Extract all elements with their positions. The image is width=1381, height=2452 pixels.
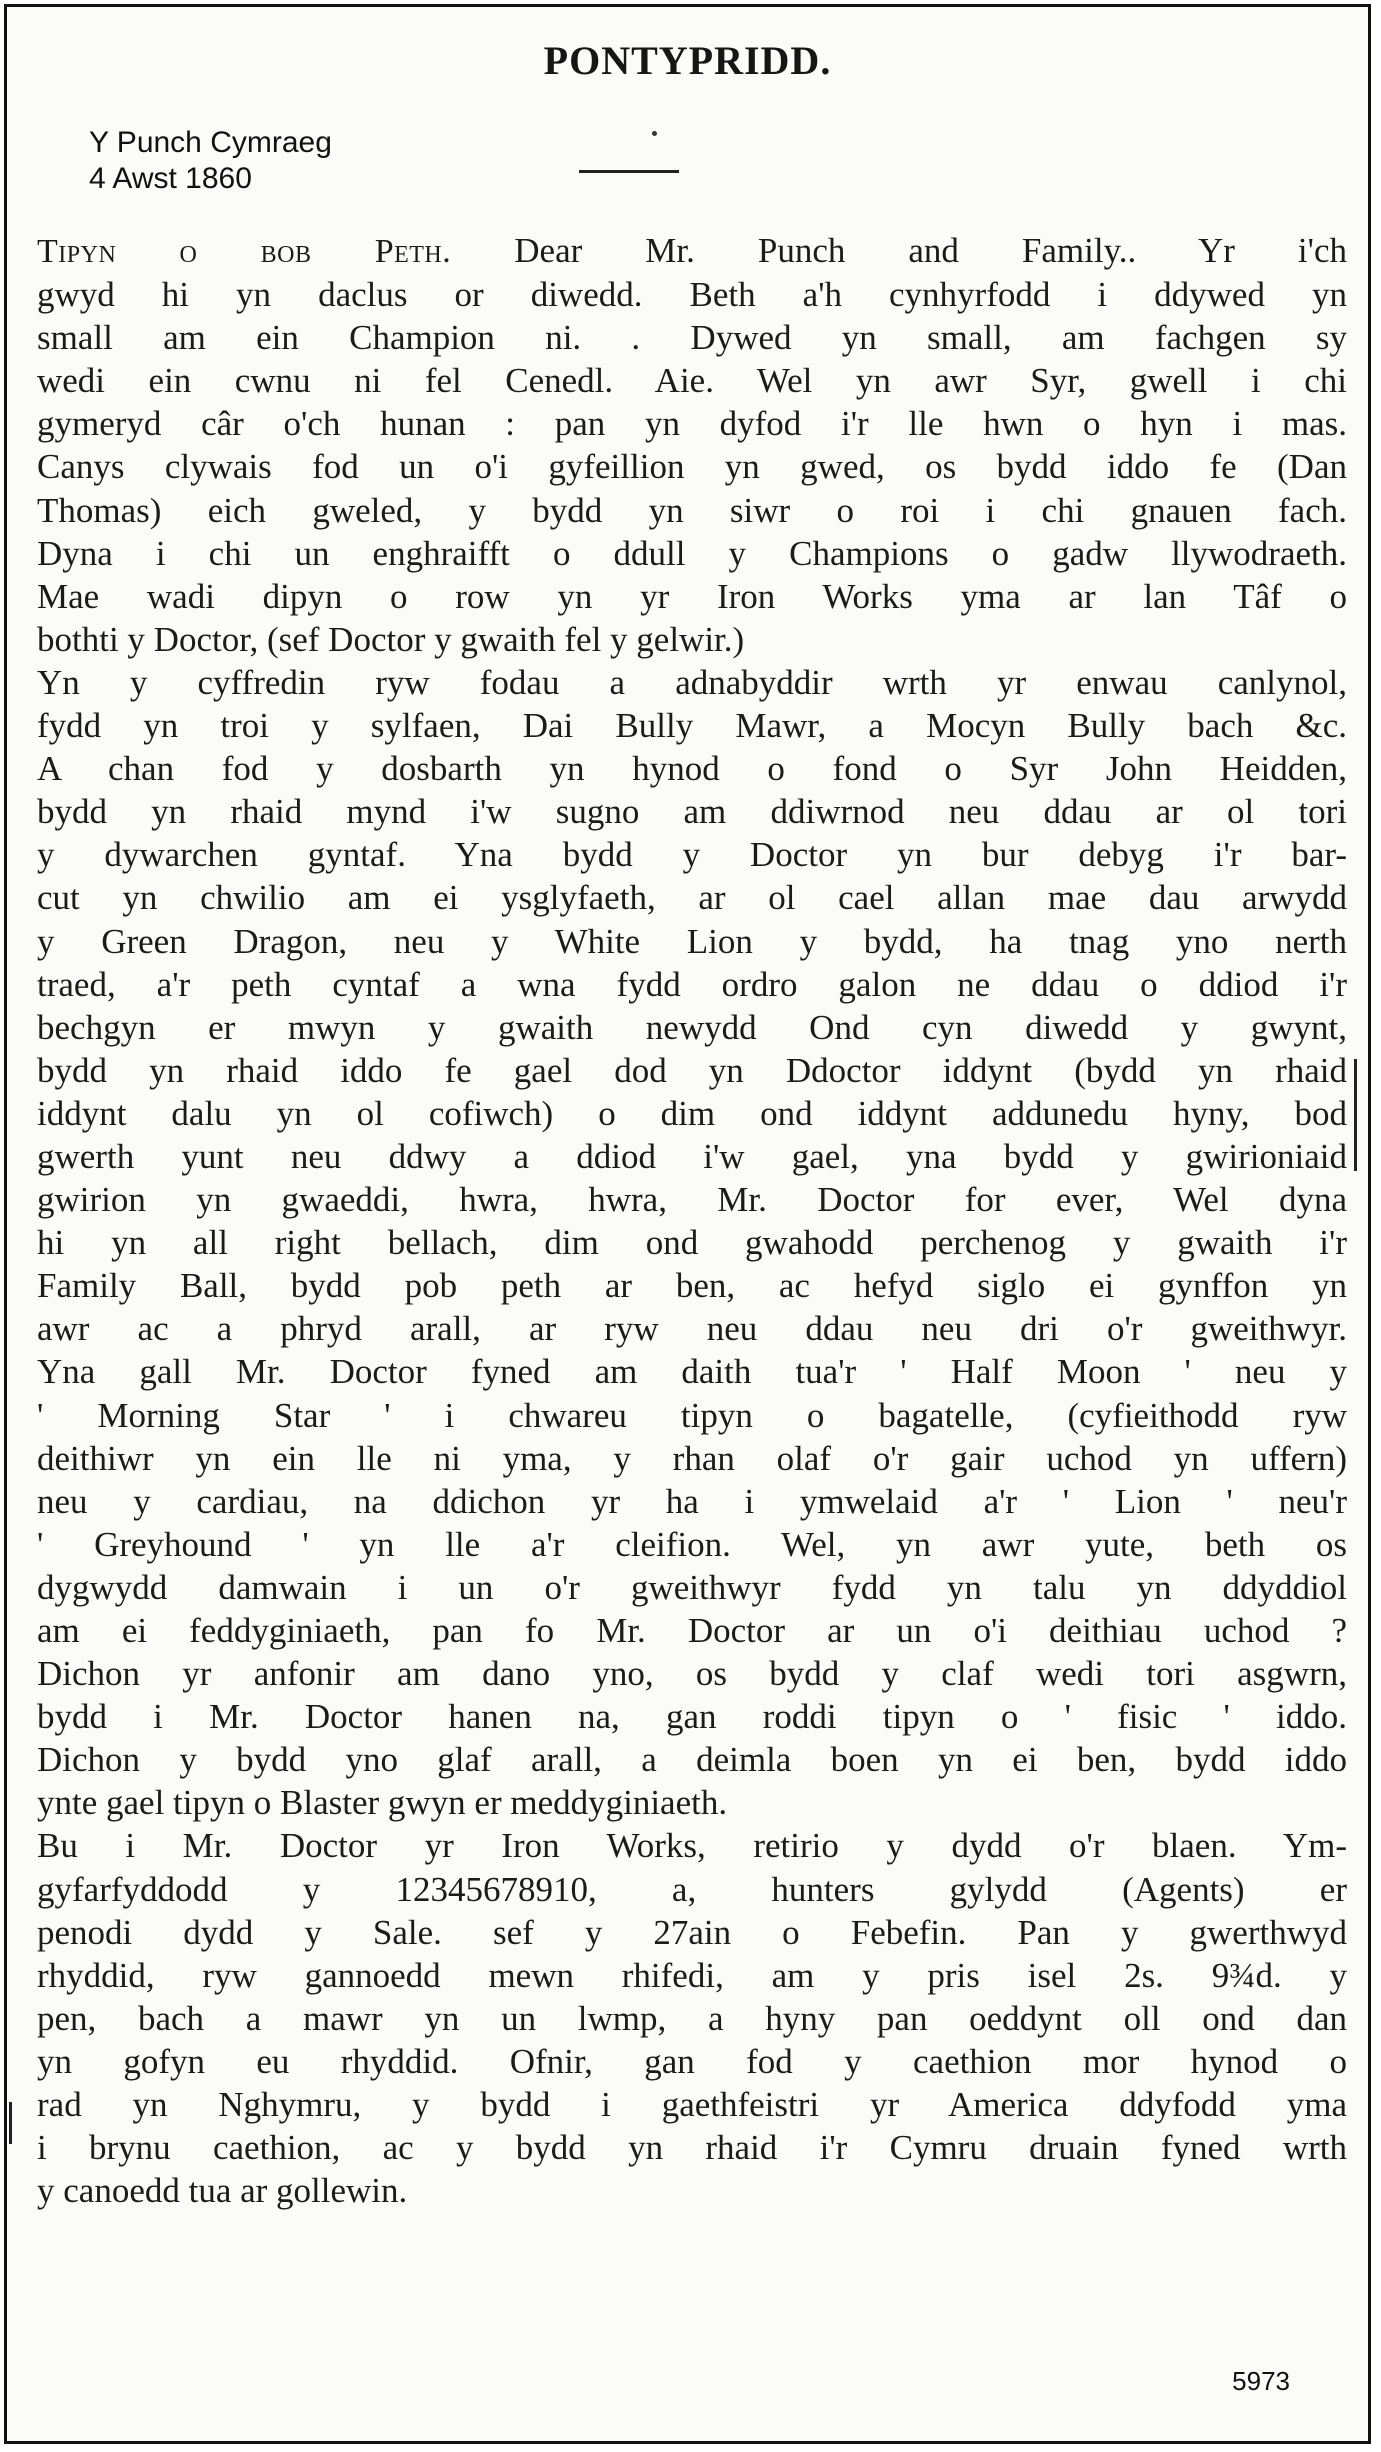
text-line bbox=[37, 1523, 1347, 1566]
publication-name: Y Punch Cymraeg bbox=[89, 126, 332, 159]
text-line-content: small am ein Champion ni. . Dywed yn small, am fachgen sy bbox=[37, 318, 1347, 358]
text-line-content: i brynu caethion, ac y bydd yn rhaid i'r Cymru druain fyned wrth bbox=[37, 2128, 1347, 2168]
text-line-content: iddynt dalu yn ol cofiwch) o dim ond iddynt addunedu hyny, bod bbox=[37, 1093, 1347, 1133]
text-line-content: gyfarfyddodd y 12345678910, a, hunters gylydd (Agents) er bbox=[37, 1869, 1347, 1909]
text-line-content: rhyddid, ryw gannoedd mewn rhifedi, am y pris isel 2s. 9¾d. y bbox=[37, 1955, 1347, 1995]
text-line-content: neu y cardiau, na ddichon yr ha i ymwelaid a'r ' Lion ' neu'r bbox=[37, 1481, 1347, 1521]
text-line-content: bydd yn rhaid mynd i'w sugno am ddiwrnod neu ddau ar ol tori bbox=[37, 792, 1347, 832]
text-line-content: gwyd hi yn daclus or diwedd. Beth a'h cynhyrfodd i ddywed yn bbox=[37, 275, 1347, 315]
text-line bbox=[37, 1092, 1347, 1135]
text-line bbox=[37, 1609, 1347, 1652]
text-line-content: gwirion yn gwaeddi, hwra, hwra, Mr. Doctor for ever, Wel dyna bbox=[37, 1180, 1347, 1220]
text-line-content: dygwydd damwain i un o'r gweithwyr fydd yn talu yn ddyddiol bbox=[37, 1567, 1347, 1607]
text-line bbox=[37, 1221, 1347, 1264]
text-line-content: penodi dydd y Sale. sef y 27ain o Febefin. Pan y gwerthwyd bbox=[37, 1912, 1347, 1952]
text-line-content: cut yn chwilio am ei ysglyfaeth, ar ol cael allan mae dau arwydd bbox=[37, 878, 1347, 918]
text-line-content: A chan fod y dosbarth yn hynod o fond o Syr John Heidden, bbox=[37, 749, 1347, 789]
text-line bbox=[37, 1954, 1347, 1997]
text-line bbox=[37, 229, 1347, 273]
newspaper-clipping bbox=[4, 4, 1371, 2444]
text-line bbox=[37, 1652, 1347, 1695]
text-line bbox=[37, 618, 1347, 661]
text-line bbox=[37, 920, 1347, 963]
text-line-content: Bu i Mr. Doctor yr Iron Works, retirio y dydd o'r blaen. Ym- bbox=[37, 1826, 1347, 1866]
text-line bbox=[37, 704, 1347, 747]
text-line-content: wedi ein cwnu ni fel Cenedl. Aie. Wel yn awr Syr, gwell i chi bbox=[37, 361, 1347, 401]
text-line-content: y canoedd tua ar gollewin. bbox=[37, 2171, 408, 2211]
text-line bbox=[37, 1350, 1347, 1393]
text-line-content: rad yn Nghymru, y bydd i gaethfeistri yr America ddyfodd yma bbox=[37, 2085, 1347, 2125]
text-line bbox=[37, 963, 1347, 1006]
text-line bbox=[37, 489, 1347, 532]
article-title: PONTYPRIDD. bbox=[543, 38, 832, 83]
text-line-content: hi yn all right bellach, dim ond gwahodd perchenog y gwaith i'r bbox=[37, 1223, 1347, 1263]
text-line bbox=[37, 833, 1347, 876]
text-line-content: Thomas) eich gweled, y bydd yn siwr o roi i chi gnauen fach. bbox=[37, 490, 1347, 530]
text-line bbox=[37, 1480, 1347, 1523]
text-line bbox=[37, 1781, 1347, 1824]
text-line bbox=[37, 445, 1347, 488]
text-line-content: Dichon y bydd yno glaf arall, a deimla boen yn ei ben, bydd iddo bbox=[37, 1740, 1347, 1780]
text-line-content: Dyna i chi un enghraifft o ddull y Champions o gadw llywodraeth. bbox=[37, 533, 1347, 573]
text-line bbox=[37, 1738, 1347, 1781]
text-line-content: awr ac a phryd arall, ar ryw neu ddau neu dri o'r gweithwyr. bbox=[37, 1309, 1347, 1349]
text-line bbox=[37, 1997, 1347, 2040]
publication-date: 4 Awst 1860 bbox=[89, 162, 252, 195]
text-line-content: y dywarchen gyntaf. Yna bydd y Doctor yn bur debyg i'r bar- bbox=[37, 835, 1347, 875]
lead-in: Tipyn o bob Peth. bbox=[37, 233, 452, 270]
text-line-content: ynte gael tipyn o Blaster gwyn er meddyginiaeth. bbox=[37, 1783, 728, 1823]
text-line bbox=[37, 2040, 1347, 2083]
text-line bbox=[37, 2126, 1347, 2169]
text-line-content: Family Ball, bydd pob peth ar ben, ac hefyd siglo ei gynffon yn bbox=[37, 1266, 1347, 1306]
text-line-content: traed, a'r peth cyntaf a wna fydd ordro galon ne ddau o ddiod i'r bbox=[37, 964, 1347, 1004]
text-line-content: pen, bach a mawr yn un lwmp, a hyny pan oeddynt oll ond dan bbox=[37, 1998, 1347, 2038]
text-line-content: am ei feddyginiaeth, pan fo Mr. Doctor ar un o'i deithiau uchod ? bbox=[37, 1611, 1347, 1650]
text-line bbox=[37, 532, 1347, 575]
text-line bbox=[37, 790, 1347, 833]
text-line-content: bydd i Mr. Doctor hanen na, gan roddi tipyn o ' fisic ' iddo. bbox=[37, 1697, 1347, 1737]
text-line-content: gymeryd câr o'ch hunan : pan yn dyfod i'r lle hwn o hyn i mas. bbox=[37, 404, 1347, 444]
text-line bbox=[37, 1824, 1347, 1867]
text-line-content: Canys clywais fod un o'i gyfeillion yn gwed, os bydd iddo fe (Dan bbox=[37, 447, 1347, 487]
title-divider bbox=[579, 170, 679, 173]
text-line bbox=[37, 1868, 1347, 1911]
text-line bbox=[37, 1437, 1347, 1480]
text-line bbox=[37, 2169, 1347, 2212]
page-number: 5973 bbox=[1232, 2366, 1290, 2396]
text-line-content: bydd yn rhaid iddo fe gael dod yn Ddoctor iddynt (bydd yn rhaid bbox=[37, 1050, 1347, 1090]
text-line bbox=[37, 1049, 1347, 1092]
text-line bbox=[37, 2083, 1347, 2126]
text-line bbox=[37, 1006, 1347, 1049]
text-line bbox=[37, 1264, 1347, 1307]
print-speck bbox=[652, 131, 657, 136]
margin-mark bbox=[1354, 1059, 1357, 1171]
text-line bbox=[37, 316, 1347, 359]
text-line bbox=[37, 1135, 1347, 1178]
article-body bbox=[37, 229, 1347, 2212]
margin-mark bbox=[9, 2102, 12, 2144]
text-line bbox=[37, 1695, 1347, 1738]
text-line bbox=[37, 402, 1347, 445]
text-line bbox=[37, 1394, 1347, 1437]
text-line-content: yn gofyn eu rhyddid. Ofnir, gan fod y caethion mor hynod o bbox=[37, 2041, 1347, 2081]
text-line-content: Yna gall Mr. Doctor fyned am daith tua'r ' Half Moon ' neu y bbox=[37, 1352, 1347, 1392]
text-line-content: Dichon yr anfonir am dano yno, os bydd y claf wedi tori asgwrn, bbox=[37, 1654, 1347, 1694]
source-citation bbox=[89, 125, 332, 197]
text-line bbox=[37, 747, 1347, 790]
text-line-content: fydd yn troi y sylfaen, Dai Bully Mawr, a Mocyn Bully bach &c. bbox=[37, 706, 1347, 746]
text-line-content: deithiwr yn ein lle ni yma, y rhan olaf o'r gair uchod yn uffern) bbox=[37, 1438, 1347, 1478]
text-line bbox=[37, 1911, 1347, 1954]
text-line bbox=[37, 575, 1347, 618]
text-line bbox=[37, 1307, 1347, 1350]
text-line bbox=[37, 1566, 1347, 1609]
text-line bbox=[37, 273, 1347, 316]
text-line bbox=[37, 1178, 1347, 1221]
text-line-content: ' Greyhound ' yn lle a'r cleifion. Wel, yn awr yute, beth os bbox=[37, 1524, 1347, 1564]
text-line bbox=[37, 661, 1347, 704]
text-line-content: y Green Dragon, neu y White Lion y bydd, ha tnag yno nerth bbox=[37, 921, 1347, 961]
text-line-content: Mae wadi dipyn o row yn yr Iron Works yma ar lan Tâf o bbox=[37, 576, 1347, 616]
text-line-content: bothti y Doctor, (sef Doctor y gwaith fel y gelwir.) bbox=[37, 619, 745, 659]
text-line bbox=[37, 359, 1347, 402]
text-line-content: gwerth yunt neu ddwy a ddiod i'w gael, yna bydd y gwirioniaid bbox=[37, 1136, 1347, 1176]
text-line-content: Yn y cyffredin ryw fodau a adnabyddir wrth yr enwau canlynol, bbox=[37, 662, 1347, 702]
text-line-content: Dear Mr. Punch and Family.. Yr i'ch bbox=[451, 231, 1347, 270]
text-line bbox=[37, 876, 1347, 919]
text-line-content: bechgyn er mwyn y gwaith newydd Ond cyn diwedd y gwynt, bbox=[37, 1007, 1347, 1047]
text-line-content: ' Morning Star ' i chwareu tipyn o bagatelle, (cyfieithodd ryw bbox=[37, 1395, 1347, 1435]
